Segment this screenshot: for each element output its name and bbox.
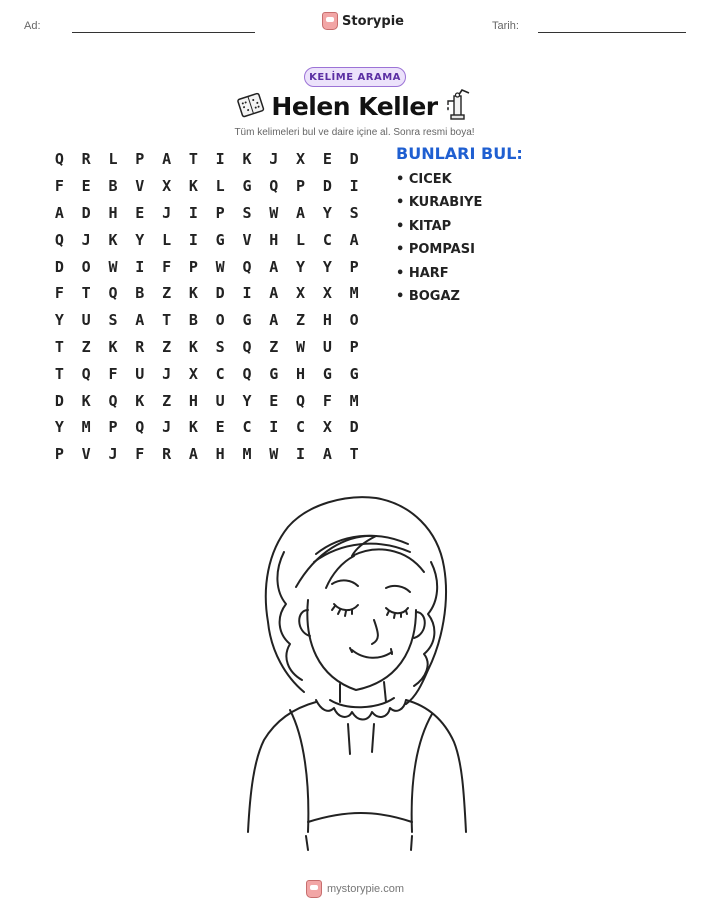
grid-letter[interactable]: F	[54, 284, 64, 303]
grid-letter[interactable]: V	[135, 177, 145, 196]
grid-letter[interactable]: J	[108, 445, 118, 464]
date-label: Tarih:	[492, 20, 519, 32]
grid-letter[interactable]: X	[162, 177, 172, 196]
grid-letter[interactable]: H	[269, 230, 279, 249]
grid-letter[interactable]: B	[108, 177, 118, 196]
grid-letter[interactable]: Q	[135, 418, 145, 437]
word-item: • CICEK	[396, 172, 452, 187]
grid-letter[interactable]: L	[162, 230, 172, 249]
grid-letter[interactable]: U	[81, 311, 91, 330]
word-item: • KURABIYE	[396, 195, 483, 211]
grid-letter[interactable]: I	[135, 257, 145, 276]
grid-letter[interactable]: A	[188, 445, 198, 464]
grid-letter[interactable]: U	[215, 391, 225, 410]
name-label: Ad:	[24, 20, 41, 32]
grid-letter[interactable]: Y	[135, 230, 145, 249]
activity-badge: KELİME ARAMA	[304, 67, 406, 87]
brand	[322, 12, 404, 30]
word-item: • KITAP	[396, 218, 452, 234]
storypie-logo-icon	[322, 12, 338, 30]
grid-letter[interactable]: A	[135, 311, 145, 330]
grid-letter[interactable]: I	[242, 284, 252, 303]
grid-letter[interactable]: T	[81, 284, 91, 303]
grid-letter[interactable]: I	[296, 445, 306, 464]
grid-letter[interactable]: G	[242, 311, 252, 330]
grid-letter[interactable]: I	[188, 203, 198, 222]
grid-letter[interactable]: B	[188, 311, 198, 330]
grid-letter[interactable]: A	[296, 203, 306, 222]
grid-letter[interactable]: Q	[54, 150, 64, 169]
grid-letter[interactable]: Y	[242, 391, 252, 410]
grid-letter[interactable]: P	[135, 150, 145, 169]
grid-letter[interactable]: Y	[296, 257, 306, 276]
grid-letter[interactable]: C	[322, 230, 332, 249]
grid-letter[interactable]: Q	[242, 364, 252, 383]
grid-letter[interactable]: X	[188, 364, 198, 383]
grid-letter[interactable]: Z	[162, 337, 172, 356]
grid-letter[interactable]: Z	[269, 337, 279, 356]
grid-letter[interactable]: K	[81, 391, 91, 410]
grid-letter[interactable]: H	[215, 445, 225, 464]
grid-letter[interactable]: W	[269, 445, 279, 464]
grid-letter[interactable]: W	[296, 337, 306, 356]
grid-letter[interactable]: Q	[242, 337, 252, 356]
grid-letter[interactable]: T	[188, 150, 198, 169]
grid-letter[interactable]: K	[188, 418, 198, 437]
grid-letter[interactable]: D	[349, 418, 359, 437]
grid-letter[interactable]: A	[322, 445, 332, 464]
grid-letter[interactable]: K	[242, 150, 252, 169]
grid-letter[interactable]: X	[296, 150, 306, 169]
water-pump-icon	[444, 88, 472, 122]
grid-letter[interactable]: T	[54, 364, 64, 383]
grid-letter[interactable]: M	[349, 391, 359, 410]
grid-letter[interactable]: Y	[54, 311, 64, 330]
storypie-logo-icon	[306, 880, 322, 898]
grid-letter[interactable]: J	[162, 203, 172, 222]
grid-letter[interactable]: Y	[54, 418, 64, 437]
grid-letter[interactable]: Z	[162, 391, 172, 410]
grid-letter[interactable]: P	[215, 203, 225, 222]
grid-letter[interactable]: R	[162, 445, 172, 464]
grid-letter[interactable]: W	[215, 257, 225, 276]
grid-letter[interactable]: E	[322, 150, 332, 169]
grid-letter[interactable]: Q	[54, 230, 64, 249]
grid-letter[interactable]: P	[108, 418, 118, 437]
grid-letter[interactable]: L	[215, 177, 225, 196]
grid-letter[interactable]: B	[135, 284, 145, 303]
grid-letter[interactable]: D	[322, 177, 332, 196]
grid-letter[interactable]: Z	[81, 337, 91, 356]
grid-letter[interactable]: K	[108, 230, 118, 249]
grid-letter[interactable]: E	[81, 177, 91, 196]
grid-letter[interactable]: O	[81, 257, 91, 276]
grid-letter[interactable]: Q	[269, 177, 279, 196]
grid-letter[interactable]: K	[188, 284, 198, 303]
grid-letter[interactable]: E	[269, 391, 279, 410]
word-list	[396, 170, 482, 310]
grid-letter[interactable]: C	[296, 418, 306, 437]
grid-letter[interactable]: F	[322, 391, 332, 410]
grid-letter[interactable]: O	[349, 311, 359, 330]
grid-letter[interactable]: D	[349, 150, 359, 169]
grid-letter[interactable]: G	[215, 230, 225, 249]
grid-letter[interactable]: T	[54, 337, 64, 356]
grid-letter[interactable]: S	[242, 203, 252, 222]
footer-url[interactable]: mystorypie.com	[327, 883, 405, 895]
grid-letter[interactable]: F	[162, 257, 172, 276]
grid-letter[interactable]: H	[188, 391, 198, 410]
grid-letter[interactable]: X	[296, 284, 306, 303]
grid-letter[interactable]: I	[349, 177, 359, 196]
grid-letter[interactable]: G	[349, 364, 359, 383]
grid-letter[interactable]: M	[81, 418, 91, 437]
grid-letter[interactable]: T	[349, 445, 359, 464]
grid-letter[interactable]: A	[269, 284, 279, 303]
grid-letter[interactable]: A	[162, 150, 172, 169]
grid-letter[interactable]: A	[349, 230, 359, 249]
grid-letter[interactable]: K	[188, 337, 198, 356]
grid-letter[interactable]: Y	[322, 203, 332, 222]
grid-letter[interactable]: J	[162, 418, 172, 437]
word-item: • POMPASI	[396, 242, 475, 258]
grid-letter[interactable]: D	[54, 257, 64, 276]
grid-letter[interactable]: I	[188, 230, 198, 249]
grid-letter[interactable]: X	[322, 418, 332, 437]
word-list-title: BUNLARI BUL:	[396, 144, 523, 163]
grid-letter[interactable]: L	[296, 230, 306, 249]
grid-letter[interactable]: F	[135, 445, 145, 464]
grid-letter[interactable]: K	[188, 177, 198, 196]
name-line[interactable]	[72, 32, 255, 33]
grid-letter[interactable]: S	[349, 203, 359, 222]
grid-letter[interactable]: A	[269, 257, 279, 276]
grid-letter[interactable]: A	[54, 203, 64, 222]
grid-letter[interactable]: W	[108, 257, 118, 276]
grid-letter[interactable]: J	[269, 150, 279, 169]
grid-letter[interactable]: Q	[108, 391, 118, 410]
grid-letter[interactable]: H	[296, 364, 306, 383]
grid-letter[interactable]: M	[349, 284, 359, 303]
grid-letter[interactable]: D	[54, 391, 64, 410]
grid-letter[interactable]: P	[54, 445, 64, 464]
grid-letter[interactable]: S	[215, 337, 225, 356]
grid-letter[interactable]: P	[188, 257, 198, 276]
grid-letter[interactable]: C	[242, 418, 252, 437]
word-search-grid	[46, 146, 368, 468]
helen-keller-coloring-illustration	[246, 492, 468, 854]
grid-letter[interactable]: A	[269, 311, 279, 330]
grid-letter[interactable]: D	[81, 203, 91, 222]
grid-letter[interactable]: Q	[296, 391, 306, 410]
word-item: • BOGAZ	[396, 288, 460, 304]
grid-letter[interactable]: W	[269, 203, 279, 222]
grid-letter[interactable]: K	[135, 391, 145, 410]
grid-letter[interactable]: Y	[322, 257, 332, 276]
grid-letter[interactable]: P	[349, 257, 359, 276]
grid-letter[interactable]: V	[242, 230, 252, 249]
grid-letter[interactable]: Z	[162, 284, 172, 303]
grid-letter[interactable]: P	[296, 177, 306, 196]
grid-letter[interactable]: L	[108, 150, 118, 169]
grid-letter[interactable]: O	[215, 311, 225, 330]
grid-letter[interactable]: G	[242, 177, 252, 196]
grid-letter[interactable]: D	[215, 284, 225, 303]
grid-letter[interactable]: F	[108, 364, 118, 383]
instructions: Tüm kelimeleri bul ve daire içine al. Sonra resmi boya!	[234, 127, 475, 138]
page-title: Helen Keller	[271, 92, 438, 121]
grid-letter[interactable]: U	[322, 337, 332, 356]
grid-letter[interactable]: J	[81, 230, 91, 249]
grid-letter[interactable]: C	[215, 364, 225, 383]
grid-letter[interactable]: Q	[108, 284, 118, 303]
grid-letter[interactable]: G	[322, 364, 332, 383]
grid-letter[interactable]: P	[349, 337, 359, 356]
grid-letter[interactable]: E	[135, 203, 145, 222]
brand-name: Storypie	[342, 13, 404, 29]
grid-letter[interactable]: I	[269, 418, 279, 437]
grid-letter[interactable]: R	[81, 150, 91, 169]
word-item: • HARF	[396, 265, 449, 281]
grid-letter[interactable]: T	[162, 311, 172, 330]
grid-letter[interactable]: X	[322, 284, 332, 303]
grid-letter[interactable]: H	[322, 311, 332, 330]
grid-letter[interactable]: I	[215, 150, 225, 169]
grid-letter[interactable]: Q	[81, 364, 91, 383]
grid-letter[interactable]: R	[135, 337, 145, 356]
grid-letter[interactable]: E	[215, 418, 225, 437]
grid-letter[interactable]: K	[108, 337, 118, 356]
footer	[306, 880, 404, 898]
grid-letter[interactable]: H	[108, 203, 118, 222]
grid-letter[interactable]: U	[135, 364, 145, 383]
grid-letter[interactable]: G	[269, 364, 279, 383]
grid-letter[interactable]: V	[81, 445, 91, 464]
grid-letter[interactable]: S	[108, 311, 118, 330]
grid-letter[interactable]: Z	[296, 311, 306, 330]
grid-letter[interactable]: Q	[242, 257, 252, 276]
grid-letter[interactable]: J	[162, 364, 172, 383]
grid-letter[interactable]: F	[54, 177, 64, 196]
grid-letter[interactable]: M	[242, 445, 252, 464]
date-line[interactable]	[538, 32, 686, 33]
